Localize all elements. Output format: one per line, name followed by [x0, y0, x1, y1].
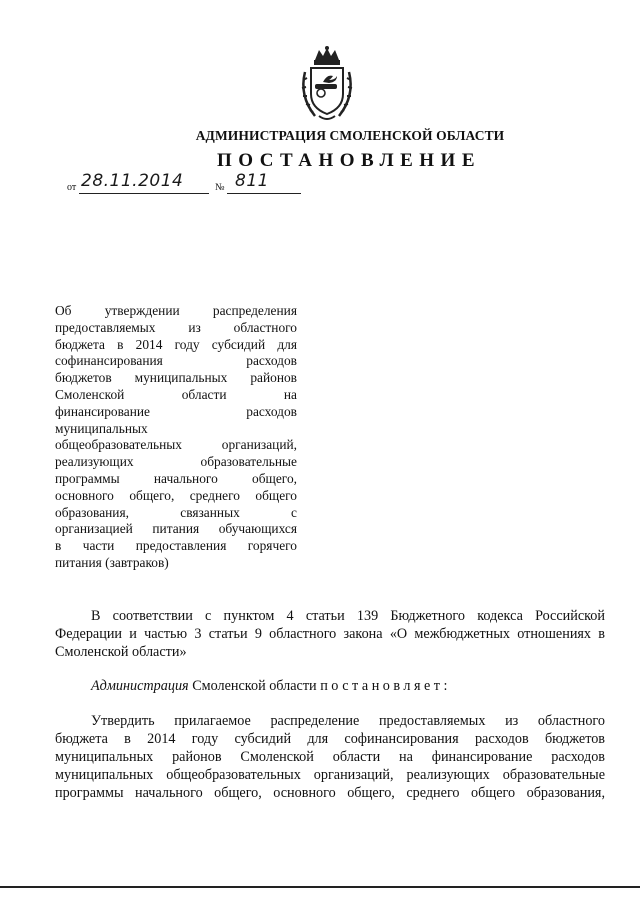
paragraph-line	[55, 677, 605, 695]
subject-line: программы начального общего,	[55, 470, 297, 486]
paragraph-line: Федерации и частью 3 статьи 9 областного закона «О межбюджетных отношениях в	[55, 626, 605, 642]
number-value: 811	[235, 171, 269, 191]
subject-line: предоставляемых из областного	[55, 319, 297, 335]
subject-line: основного общего, среднего общего	[55, 487, 297, 503]
subject-line: Об утверждении распределения	[55, 303, 297, 318]
document-subject	[55, 303, 297, 572]
subject-line: бюджета в 2014 году субсидий для	[55, 336, 297, 352]
paragraph-approval	[55, 712, 605, 802]
paragraph-line: В соответствии с пунктом 4 статьи 139 Бюджетного кодекса Российской	[91, 608, 605, 624]
resolution-verb: постановляет:	[320, 678, 451, 694]
subject-line: софинансирования расходов	[55, 353, 297, 369]
subject-line: муниципальных	[55, 420, 148, 436]
subject-line: организацией питания обучающихся	[55, 521, 297, 537]
page-bottom-rule	[0, 886, 640, 888]
paragraph-line: муниципальных общеобразовательных организаций, реализующих образовательные	[55, 767, 605, 783]
subject-line: финансирование расходов	[55, 403, 297, 419]
document-type-title: ПОСТАНОВЛЕНИЕ	[216, 150, 482, 171]
subject-line: общеобразовательных организаций,	[55, 437, 297, 453]
paragraph-line: Смоленской области»	[55, 644, 187, 660]
date-label: от	[67, 182, 77, 193]
date-underline	[79, 193, 209, 194]
subject-line: в части предоставления горячего	[55, 538, 297, 554]
number-label: №	[215, 182, 225, 193]
paragraph-resolution	[55, 677, 605, 695]
subject-line: бюджетов муниципальных районов	[55, 370, 297, 386]
organization-title: АДМИНИСТРАЦИЯ СМОЛЕНСКОЙ ОБЛАСТИ	[195, 128, 505, 143]
paragraph-legal-basis	[55, 607, 605, 661]
date-number-row	[67, 170, 307, 196]
paragraph-line: программы начального общего, основного общего, среднего общего образования,	[55, 785, 605, 801]
paragraph-line: Утвердить прилагаемое распределение предоставляемых из областного	[91, 713, 605, 729]
resolution-subject: Администрация	[91, 678, 189, 694]
subject-line: реализующих образовательные	[55, 454, 297, 470]
subject-line: образования, связанных с	[55, 504, 297, 520]
resolution-middle: Смоленской области	[188, 678, 321, 694]
number-underline	[227, 193, 301, 194]
paragraph-line: муниципальных районов Смоленской области на финансирование расходов	[55, 749, 605, 765]
date-value: 28.11.2014	[81, 171, 184, 191]
subject-line: Смоленской области на	[55, 386, 297, 402]
coat-of-arms-icon	[295, 46, 359, 122]
paragraph-line: бюджета в 2014 году субсидий для софинансирования расходов бюджетов	[55, 731, 605, 747]
subject-line: питания (завтраков)	[55, 554, 169, 570]
